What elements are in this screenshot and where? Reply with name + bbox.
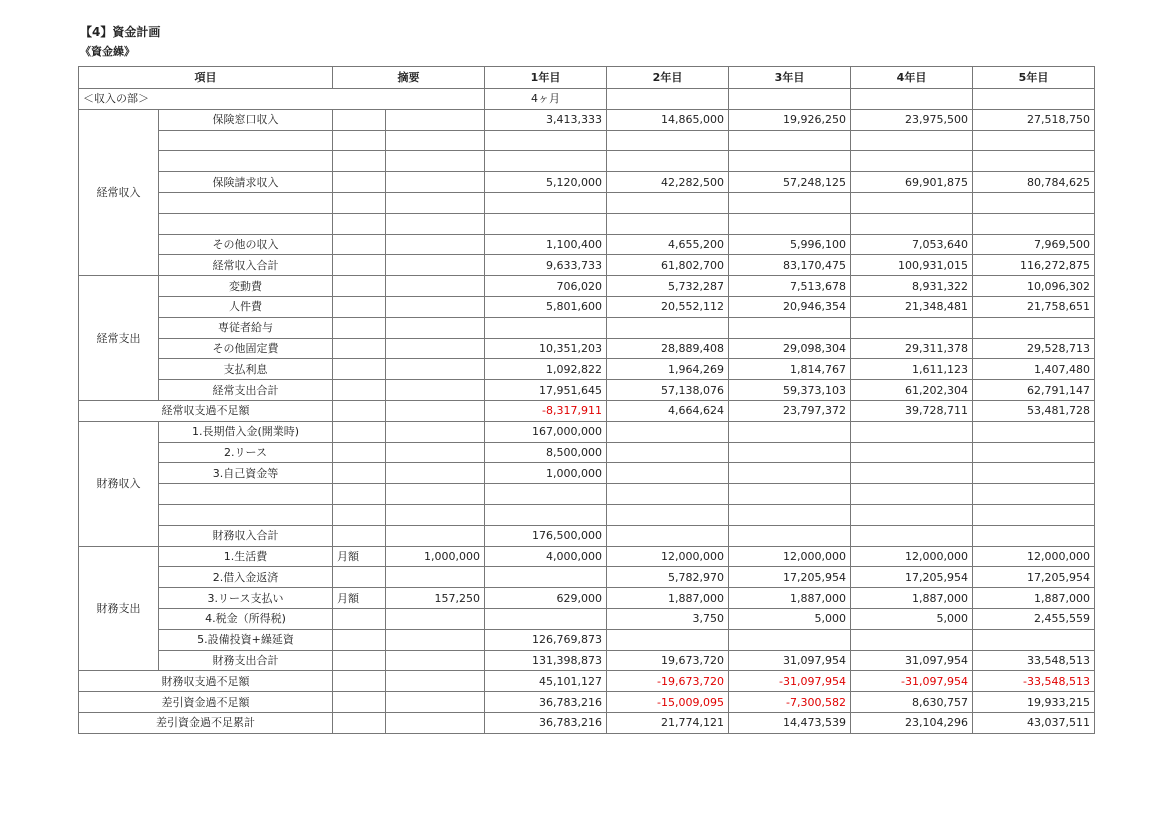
memo-label xyxy=(333,276,386,297)
table-row xyxy=(79,442,1095,463)
row-label: 2.借入金返済 xyxy=(159,567,333,588)
value-cell-year-4: 7,053,640 xyxy=(851,234,973,255)
value-cell-year-1: 167,000,000 xyxy=(485,421,607,442)
value-cell-year-5: 29,528,713 xyxy=(973,338,1095,359)
value-cell-year-4: 1,611,123 xyxy=(851,359,973,380)
value-cell-year-3: -31,097,954 xyxy=(729,671,851,692)
group-label: 財務収入 xyxy=(79,421,159,546)
value-cell-year-2: 14,865,000 xyxy=(607,109,729,130)
memo-value xyxy=(386,192,485,213)
value-cell-year-3: 7,513,678 xyxy=(729,276,851,297)
row-label: その他の収入 xyxy=(159,234,333,255)
value-cell-year-1 xyxy=(485,151,607,172)
memo-label xyxy=(333,692,386,713)
memo-value xyxy=(386,338,485,359)
memo-label xyxy=(333,130,386,151)
value-cell-year-5 xyxy=(973,504,1095,525)
memo-label xyxy=(333,567,386,588)
table-row xyxy=(79,629,1095,650)
value-cell-year-2: 12,000,000 xyxy=(607,546,729,567)
value-cell-year-1: 176,500,000 xyxy=(485,525,607,546)
row-label: 経常支出合計 xyxy=(159,380,333,401)
value-cell-year-4: 8,931,322 xyxy=(851,276,973,297)
value-cell-year-1: 131,398,873 xyxy=(485,650,607,671)
value-cell-year-5: 10,096,302 xyxy=(973,276,1095,297)
value-cell-year-2: 4,664,624 xyxy=(607,400,729,421)
value-cell-year-2 xyxy=(607,525,729,546)
header-memo: 摘要 xyxy=(333,67,485,89)
table-row xyxy=(79,421,1095,442)
value-cell-year-4 xyxy=(851,442,973,463)
memo-value xyxy=(386,151,485,172)
value-cell-year-2 xyxy=(607,504,729,525)
value-cell-year-5: 33,548,513 xyxy=(973,650,1095,671)
value-cell-year-5: 53,481,728 xyxy=(973,400,1095,421)
value-cell-year-4 xyxy=(851,525,973,546)
table-row xyxy=(79,192,1095,213)
value-cell-year-4: 23,104,296 xyxy=(851,712,973,733)
memo-value xyxy=(386,484,485,505)
value-cell-year-4: 61,202,304 xyxy=(851,380,973,401)
memo-label xyxy=(333,650,386,671)
table-body xyxy=(79,89,1095,734)
memo-label xyxy=(333,296,386,317)
value-cell-year-1: 5,120,000 xyxy=(485,172,607,193)
value-cell-year-1: 1,100,400 xyxy=(485,234,607,255)
value-cell-year-5: 19,933,215 xyxy=(973,692,1095,713)
memo-value xyxy=(386,463,485,484)
memo-label xyxy=(333,380,386,401)
value-cell-year-3 xyxy=(729,504,851,525)
value-cell-year-5: 80,784,625 xyxy=(973,172,1095,193)
value-cell-year-4 xyxy=(851,629,973,650)
memo-value xyxy=(386,608,485,629)
table-row xyxy=(79,255,1095,276)
row-label: 4.税金（所得税) xyxy=(159,608,333,629)
value-cell-year-2 xyxy=(607,192,729,213)
value-cell-year-3: 5,000 xyxy=(729,608,851,629)
header-year-3: 3年目 xyxy=(729,67,851,89)
value-cell-year-2: 1,964,269 xyxy=(607,359,729,380)
value-cell-year-4 xyxy=(851,192,973,213)
value-cell-year-1: 36,783,216 xyxy=(485,692,607,713)
value-cell-year-2: 61,802,700 xyxy=(607,255,729,276)
table-row xyxy=(79,504,1095,525)
row-label: 財務収入合計 xyxy=(159,525,333,546)
value-cell-year-3: 31,097,954 xyxy=(729,650,851,671)
value-cell-year-4 xyxy=(851,213,973,234)
value-cell-year-2: 5,782,970 xyxy=(607,567,729,588)
value-cell-year-5: -33,548,513 xyxy=(973,671,1095,692)
header-year-4: 4年目 xyxy=(851,67,973,89)
memo-value: 157,250 xyxy=(386,588,485,609)
memo-label xyxy=(333,671,386,692)
table-row xyxy=(79,567,1095,588)
value-cell-year-3 xyxy=(729,213,851,234)
table-row xyxy=(79,296,1095,317)
value-cell-year-3: 23,797,372 xyxy=(729,400,851,421)
value-cell-year-4: 8,630,757 xyxy=(851,692,973,713)
value-cell-year-1: 3,413,333 xyxy=(485,109,607,130)
value-cell-year-1: 5,801,600 xyxy=(485,296,607,317)
memo-value xyxy=(386,712,485,733)
memo-value xyxy=(386,650,485,671)
value-cell-year-2 xyxy=(607,629,729,650)
value-cell-year-1: 1,000,000 xyxy=(485,463,607,484)
value-cell-year-5 xyxy=(973,192,1095,213)
value-cell-year-1: 706,020 xyxy=(485,276,607,297)
empty-cell xyxy=(973,89,1095,110)
value-cell-year-5 xyxy=(973,442,1095,463)
memo-label xyxy=(333,712,386,733)
value-cell-year-3 xyxy=(729,151,851,172)
memo-value xyxy=(386,504,485,525)
memo-value xyxy=(386,567,485,588)
memo-label xyxy=(333,608,386,629)
value-cell-year-4: 17,205,954 xyxy=(851,567,973,588)
memo-value: 1,000,000 xyxy=(386,546,485,567)
value-cell-year-1 xyxy=(485,213,607,234)
value-cell-year-1 xyxy=(485,484,607,505)
memo-label xyxy=(333,338,386,359)
row-label: 1.生活費 xyxy=(159,546,333,567)
value-cell-year-2: -15,009,095 xyxy=(607,692,729,713)
value-cell-year-2 xyxy=(607,421,729,442)
value-cell-year-4: 5,000 xyxy=(851,608,973,629)
value-cell-year-1: -8,317,911 xyxy=(485,400,607,421)
value-cell-year-3: 57,248,125 xyxy=(729,172,851,193)
table-row xyxy=(79,712,1095,733)
row-label: 保険請求収入 xyxy=(159,172,333,193)
table-row xyxy=(79,359,1095,380)
table-row xyxy=(79,650,1095,671)
value-cell-year-5 xyxy=(973,484,1095,505)
value-cell-year-4: 100,931,015 xyxy=(851,255,973,276)
value-cell-year-3: 14,473,539 xyxy=(729,712,851,733)
row-label: 変動費 xyxy=(159,276,333,297)
memo-label xyxy=(333,172,386,193)
row-label xyxy=(159,484,333,505)
row-label: 5.設備投資+繰延資 xyxy=(159,629,333,650)
row-label: 人件費 xyxy=(159,296,333,317)
value-cell-year-2 xyxy=(607,317,729,338)
value-cell-year-2: 4,655,200 xyxy=(607,234,729,255)
table-row xyxy=(79,234,1095,255)
row-label xyxy=(159,192,333,213)
value-cell-year-2 xyxy=(607,130,729,151)
memo-label xyxy=(333,421,386,442)
value-cell-year-5 xyxy=(973,130,1095,151)
memo-value xyxy=(386,442,485,463)
memo-value xyxy=(386,525,485,546)
value-cell-year-4: 12,000,000 xyxy=(851,546,973,567)
table-row xyxy=(79,525,1095,546)
value-cell-year-1 xyxy=(485,608,607,629)
value-cell-year-2: 3,750 xyxy=(607,608,729,629)
value-cell-year-3: 1,887,000 xyxy=(729,588,851,609)
table-row xyxy=(79,400,1095,421)
row-label: 経常収入合計 xyxy=(159,255,333,276)
value-cell-year-3 xyxy=(729,484,851,505)
value-cell-year-2: 5,732,287 xyxy=(607,276,729,297)
memo-label xyxy=(333,109,386,130)
memo-label xyxy=(333,234,386,255)
row-label: 保険窓口収入 xyxy=(159,109,333,130)
memo-value xyxy=(386,671,485,692)
memo-label xyxy=(333,317,386,338)
value-cell-year-4 xyxy=(851,463,973,484)
value-cell-year-5: 12,000,000 xyxy=(973,546,1095,567)
table-row xyxy=(79,213,1095,234)
value-cell-year-4: 21,348,481 xyxy=(851,296,973,317)
value-cell-year-3 xyxy=(729,629,851,650)
table-row xyxy=(79,172,1095,193)
value-cell-year-1: 1,092,822 xyxy=(485,359,607,380)
row-label: 3.リース支払い xyxy=(159,588,333,609)
memo-value xyxy=(386,317,485,338)
value-cell-year-2 xyxy=(607,442,729,463)
value-cell-year-1: 36,783,216 xyxy=(485,712,607,733)
memo-value xyxy=(386,276,485,297)
value-cell-year-4 xyxy=(851,421,973,442)
value-cell-year-2: 57,138,076 xyxy=(607,380,729,401)
value-cell-year-1 xyxy=(485,130,607,151)
memo-value xyxy=(386,296,485,317)
empty-cell xyxy=(729,89,851,110)
value-cell-year-3 xyxy=(729,525,851,546)
value-cell-year-5: 21,758,651 xyxy=(973,296,1095,317)
row-label: 専従者給与 xyxy=(159,317,333,338)
value-cell-year-5 xyxy=(973,317,1095,338)
table-row xyxy=(79,463,1095,484)
value-cell-year-2 xyxy=(607,213,729,234)
value-cell-year-1: 17,951,645 xyxy=(485,380,607,401)
value-cell-year-4 xyxy=(851,504,973,525)
memo-value xyxy=(386,172,485,193)
memo-value xyxy=(386,359,485,380)
value-cell-year-4: 1,887,000 xyxy=(851,588,973,609)
value-cell-year-3 xyxy=(729,463,851,484)
header-year-2: 2年目 xyxy=(607,67,729,89)
cash-flow-table xyxy=(78,66,1095,734)
value-cell-year-3 xyxy=(729,421,851,442)
row-label: 1.長期借入金(開業時) xyxy=(159,421,333,442)
value-cell-year-5: 116,272,875 xyxy=(973,255,1095,276)
group-label: 経常支出 xyxy=(79,276,159,401)
value-cell-year-3: 1,814,767 xyxy=(729,359,851,380)
value-cell-year-5 xyxy=(973,213,1095,234)
memo-value xyxy=(386,400,485,421)
value-cell-year-1 xyxy=(485,192,607,213)
value-cell-year-3: 12,000,000 xyxy=(729,546,851,567)
value-cell-year-3: 19,926,250 xyxy=(729,109,851,130)
document-subtitle: 《資金繰》 xyxy=(80,45,135,58)
value-cell-year-2: 20,552,112 xyxy=(607,296,729,317)
memo-value xyxy=(386,255,485,276)
row-label xyxy=(159,130,333,151)
value-cell-year-5 xyxy=(973,629,1095,650)
value-cell-year-3: 83,170,475 xyxy=(729,255,851,276)
value-cell-year-5: 2,455,559 xyxy=(973,608,1095,629)
memo-label: 月額 xyxy=(333,588,386,609)
value-cell-year-2: 1,887,000 xyxy=(607,588,729,609)
table-row xyxy=(79,380,1095,401)
row-label: 支払利息 xyxy=(159,359,333,380)
document-title: 【4】資金計画 xyxy=(80,25,161,39)
memo-label xyxy=(333,484,386,505)
memo-value xyxy=(386,109,485,130)
value-cell-year-2 xyxy=(607,484,729,505)
memo-label xyxy=(333,213,386,234)
value-cell-year-4: 23,975,500 xyxy=(851,109,973,130)
value-cell-year-2 xyxy=(607,463,729,484)
table-row xyxy=(79,317,1095,338)
value-cell-year-4 xyxy=(851,484,973,505)
value-cell-year-4 xyxy=(851,130,973,151)
memo-value xyxy=(386,380,485,401)
memo-label xyxy=(333,192,386,213)
value-cell-year-4: 69,901,875 xyxy=(851,172,973,193)
value-cell-year-1 xyxy=(485,567,607,588)
value-cell-year-1 xyxy=(485,504,607,525)
section-row-income xyxy=(79,89,1095,110)
value-cell-year-2: 42,282,500 xyxy=(607,172,729,193)
header-year-1: 1年目 xyxy=(485,67,607,89)
row-label: 財務収支過不足額 xyxy=(79,671,333,692)
memo-label xyxy=(333,400,386,421)
memo-value xyxy=(386,213,485,234)
value-cell-year-2: 19,673,720 xyxy=(607,650,729,671)
table-row xyxy=(79,109,1095,130)
value-cell-year-2: 21,774,121 xyxy=(607,712,729,733)
row-label xyxy=(159,151,333,172)
value-cell-year-3: 17,205,954 xyxy=(729,567,851,588)
value-cell-year-3: 29,098,304 xyxy=(729,338,851,359)
value-cell-year-3: -7,300,582 xyxy=(729,692,851,713)
memo-value xyxy=(386,629,485,650)
first-year-note: 4ヶ月 xyxy=(485,89,607,110)
section-label: ＜収入の部＞ xyxy=(79,89,485,110)
value-cell-year-3: 5,996,100 xyxy=(729,234,851,255)
memo-label xyxy=(333,525,386,546)
value-cell-year-3: 59,373,103 xyxy=(729,380,851,401)
memo-value xyxy=(386,692,485,713)
value-cell-year-4: 29,311,378 xyxy=(851,338,973,359)
value-cell-year-4: -31,097,954 xyxy=(851,671,973,692)
value-cell-year-3 xyxy=(729,192,851,213)
row-label: 経常収支過不足額 xyxy=(79,400,333,421)
row-label: 差引資金過不足額 xyxy=(79,692,333,713)
value-cell-year-5 xyxy=(973,151,1095,172)
value-cell-year-2: 28,889,408 xyxy=(607,338,729,359)
memo-label xyxy=(333,442,386,463)
header-item: 項目 xyxy=(79,67,333,89)
memo-value xyxy=(386,421,485,442)
memo-label xyxy=(333,151,386,172)
table-row xyxy=(79,484,1095,505)
value-cell-year-4: 31,097,954 xyxy=(851,650,973,671)
value-cell-year-5: 1,407,480 xyxy=(973,359,1095,380)
memo-label xyxy=(333,629,386,650)
value-cell-year-5 xyxy=(973,463,1095,484)
row-label: 財務支出合計 xyxy=(159,650,333,671)
table-row xyxy=(79,671,1095,692)
memo-label xyxy=(333,359,386,380)
table-row xyxy=(79,692,1095,713)
memo-value xyxy=(386,234,485,255)
value-cell-year-5: 1,887,000 xyxy=(973,588,1095,609)
value-cell-year-5: 62,791,147 xyxy=(973,380,1095,401)
value-cell-year-3 xyxy=(729,317,851,338)
table-row xyxy=(79,588,1095,609)
table-row xyxy=(79,546,1095,567)
memo-label xyxy=(333,463,386,484)
row-label: 3.自己資金等 xyxy=(159,463,333,484)
value-cell-year-4: 39,728,711 xyxy=(851,400,973,421)
table-row xyxy=(79,338,1095,359)
value-cell-year-4 xyxy=(851,151,973,172)
memo-label xyxy=(333,504,386,525)
row-label: その他固定費 xyxy=(159,338,333,359)
value-cell-year-1: 9,633,733 xyxy=(485,255,607,276)
value-cell-year-4 xyxy=(851,317,973,338)
value-cell-year-5: 7,969,500 xyxy=(973,234,1095,255)
row-label: 2.リース xyxy=(159,442,333,463)
memo-label: 月額 xyxy=(333,546,386,567)
group-label: 経常収入 xyxy=(79,109,159,275)
value-cell-year-5 xyxy=(973,525,1095,546)
value-cell-year-5: 17,205,954 xyxy=(973,567,1095,588)
value-cell-year-1: 629,000 xyxy=(485,588,607,609)
row-label xyxy=(159,213,333,234)
value-cell-year-1: 4,000,000 xyxy=(485,546,607,567)
empty-cell xyxy=(607,89,729,110)
table-row xyxy=(79,608,1095,629)
value-cell-year-3: 20,946,354 xyxy=(729,296,851,317)
row-label: 差引資金過不足累計 xyxy=(79,712,333,733)
value-cell-year-1: 45,101,127 xyxy=(485,671,607,692)
table-row xyxy=(79,151,1095,172)
value-cell-year-2: -19,673,720 xyxy=(607,671,729,692)
group-label: 財務支出 xyxy=(79,546,159,671)
value-cell-year-1: 10,351,203 xyxy=(485,338,607,359)
value-cell-year-2 xyxy=(607,151,729,172)
value-cell-year-3 xyxy=(729,442,851,463)
empty-cell xyxy=(851,89,973,110)
memo-value xyxy=(386,130,485,151)
value-cell-year-5 xyxy=(973,421,1095,442)
value-cell-year-3 xyxy=(729,130,851,151)
header-year-5: 5年目 xyxy=(973,67,1095,89)
table-row xyxy=(79,130,1095,151)
memo-label xyxy=(333,255,386,276)
value-cell-year-5: 43,037,511 xyxy=(973,712,1095,733)
value-cell-year-5: 27,518,750 xyxy=(973,109,1095,130)
value-cell-year-1: 126,769,873 xyxy=(485,629,607,650)
value-cell-year-1: 8,500,000 xyxy=(485,442,607,463)
value-cell-year-1 xyxy=(485,317,607,338)
table-row xyxy=(79,276,1095,297)
row-label xyxy=(159,504,333,525)
